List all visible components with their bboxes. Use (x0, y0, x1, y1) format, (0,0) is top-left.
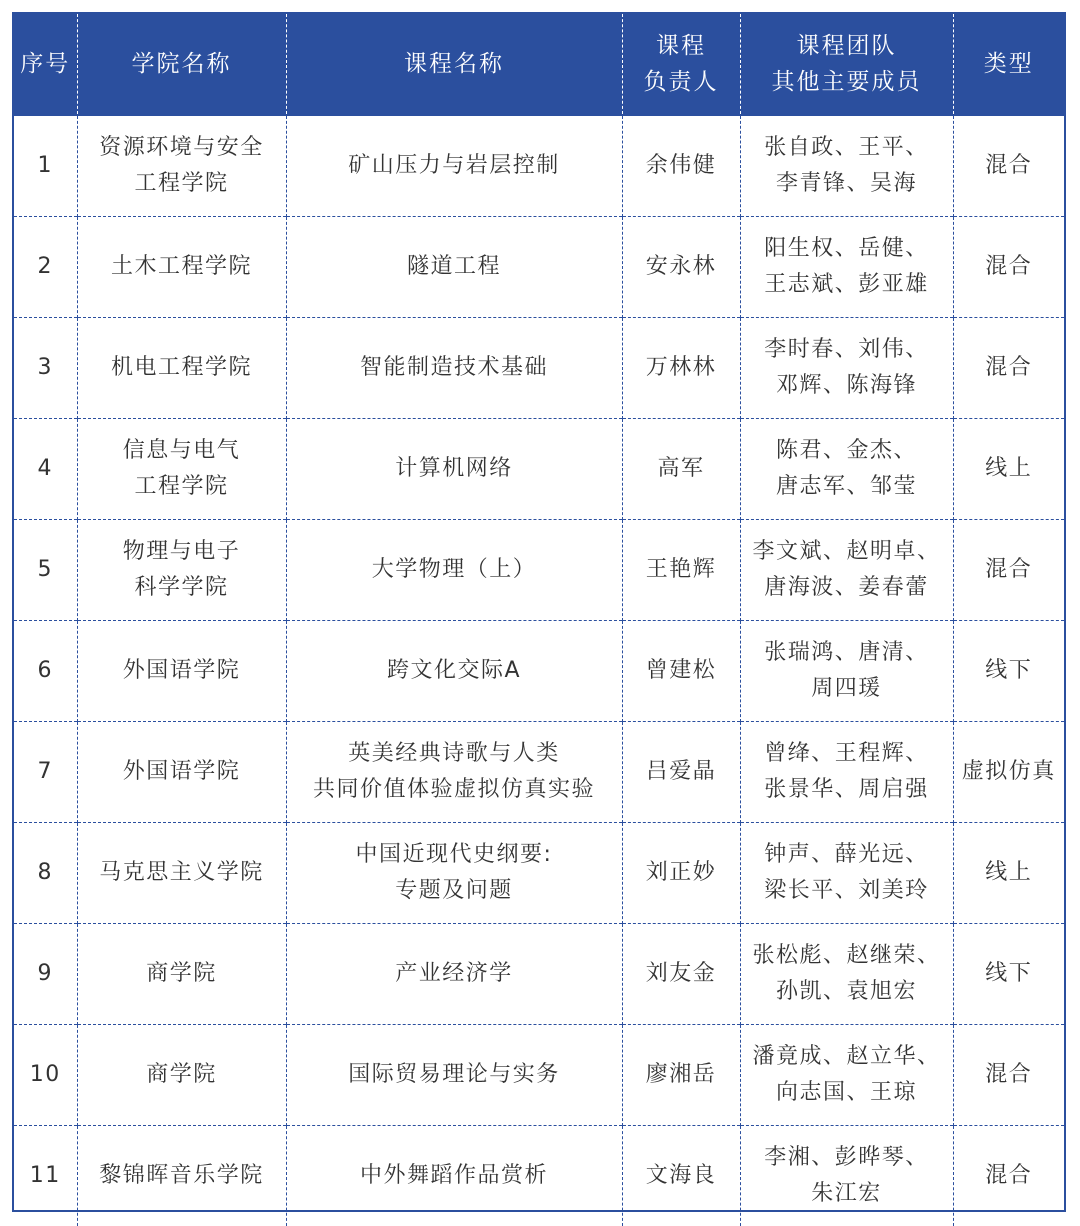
table-row (14, 419, 1064, 520)
cell-index: 1 (37, 153, 53, 178)
cell-team: 张瑞鸿、唐清、 周四瑗 (740, 621, 953, 722)
cell-type: 虚拟仿真 (953, 722, 1064, 823)
header-college: 学院名称 (77, 14, 286, 115)
cell-college: 土木工程学院 (77, 217, 286, 318)
cell-team: 钟声、薛光远、 梁长平、刘美玲 (740, 823, 953, 924)
course-table (14, 14, 1064, 1226)
table-row (14, 115, 1064, 217)
cell-index: 2 (14, 217, 77, 318)
cell-college: 马克思主义学院 (77, 823, 286, 924)
course-table-container (12, 12, 1066, 1212)
cell-college: 黎锦晖音乐学院 (77, 1126, 286, 1226)
cell-course: 国际贸易理论与实务 (286, 1025, 622, 1126)
cell-index: 7 (14, 722, 77, 823)
cell-course: 产业经济学 (286, 924, 622, 1025)
cell-course: 英美经典诗歌与人类 共同价值体验虚拟仿真实验 (286, 722, 622, 823)
cell-leader: 安永林 (622, 217, 740, 318)
cell-leader: 刘正妙 (622, 823, 740, 924)
cell-leader: 曾建松 (622, 621, 740, 722)
table-row (14, 520, 1064, 621)
cell-course: 中外舞蹈作品赏析 (286, 1126, 622, 1226)
cell-college: 机电工程学院 (77, 318, 286, 419)
table-row (14, 1126, 1064, 1226)
cell-type: 线下 (953, 621, 1064, 722)
cell-leader: 高军 (622, 419, 740, 520)
cell-team: 李湘、彭晔琴、 朱江宏 (740, 1126, 953, 1226)
table-row (14, 318, 1064, 419)
cell-index: 4 (14, 419, 77, 520)
cell-team: 陈君、金杰、 唐志军、邹莹 (740, 419, 953, 520)
cell-course: 计算机网络 (286, 419, 622, 520)
cell-index: 9 (14, 924, 77, 1025)
table-row (14, 823, 1064, 924)
table-row (14, 722, 1064, 823)
cell-course: 大学物理（上） (286, 520, 622, 621)
cell-index: 3 (14, 318, 77, 419)
header-index: 序号 (14, 14, 77, 115)
cell-type: 线上 (953, 823, 1064, 924)
cell-team: 张自政、王平、 李青锋、吴海 (740, 115, 953, 217)
cell-leader: 余伟健 (622, 115, 740, 217)
cell-type: 混合 (953, 1025, 1064, 1126)
cell-college: 外国语学院 (77, 621, 286, 722)
cell-index: 10 (14, 1025, 77, 1126)
table-row (14, 924, 1064, 1025)
cell-course: 中国近现代史纲要: 专题及问题 (286, 823, 622, 924)
cell-college: 外国语学院 (77, 722, 286, 823)
cell-team: 潘竟成、赵立华、 向志国、王琼 (740, 1025, 953, 1126)
cell-college: 物理与电子 科学学院 (77, 520, 286, 621)
cell-college: 商学院 (77, 1025, 286, 1126)
cell-leader: 刘友金 (622, 924, 740, 1025)
cell-course: 跨文化交际A (286, 621, 622, 722)
cell-index: 5 (14, 520, 77, 621)
cell-team: 曾绛、王程辉、 张景华、周启强 (740, 722, 953, 823)
table-row (14, 621, 1064, 722)
cell-college: 商学院 (77, 924, 286, 1025)
cell-type: 线上 (953, 419, 1064, 520)
cell-team: 李时春、刘伟、 邓辉、陈海锋 (740, 318, 953, 419)
cell-leader: 吕爱晶 (622, 722, 740, 823)
cell-index: 8 (14, 823, 77, 924)
cell-type: 混合 (953, 318, 1064, 419)
cell-leader: 文海良 (622, 1126, 740, 1226)
cell-type: 混合 (953, 217, 1064, 318)
cell-index: 6 (14, 621, 77, 722)
cell-team: 张松彪、赵继荣、 孙凯、袁旭宏 (740, 924, 953, 1025)
table-header-row (14, 14, 1064, 115)
header-leader: 课程 负责人 (622, 14, 740, 115)
table-body (14, 115, 1064, 1226)
cell-leader: 王艳辉 (622, 520, 740, 621)
cell-leader: 万林林 (622, 318, 740, 419)
cell-course: 智能制造技术基础 (286, 318, 622, 419)
cell-type: 混合 (953, 520, 1064, 621)
table-row (14, 217, 1064, 318)
cell-team: 李文斌、赵明卓、 唐海波、姜春蕾 (740, 520, 953, 621)
header-type: 类型 (953, 14, 1064, 115)
cell-college: 信息与电气 工程学院 (77, 419, 286, 520)
cell-type: 混合 (953, 1126, 1064, 1226)
cell-type: 线下 (953, 924, 1064, 1025)
cell-course: 隧道工程 (286, 217, 622, 318)
cell-leader: 廖湘岳 (622, 1025, 740, 1126)
cell-course: 矿山压力与岩层控制 (286, 115, 622, 217)
cell-team: 阳生权、岳健、 王志斌、彭亚雄 (740, 217, 953, 318)
header-course: 课程名称 (286, 14, 622, 115)
header-team: 课程团队 其他主要成员 (740, 14, 953, 115)
table-row (14, 1025, 1064, 1126)
cell-college: 资源环境与安全 工程学院 (77, 115, 286, 217)
cell-type: 混合 (953, 115, 1064, 217)
cell-index: 11 (14, 1126, 77, 1226)
